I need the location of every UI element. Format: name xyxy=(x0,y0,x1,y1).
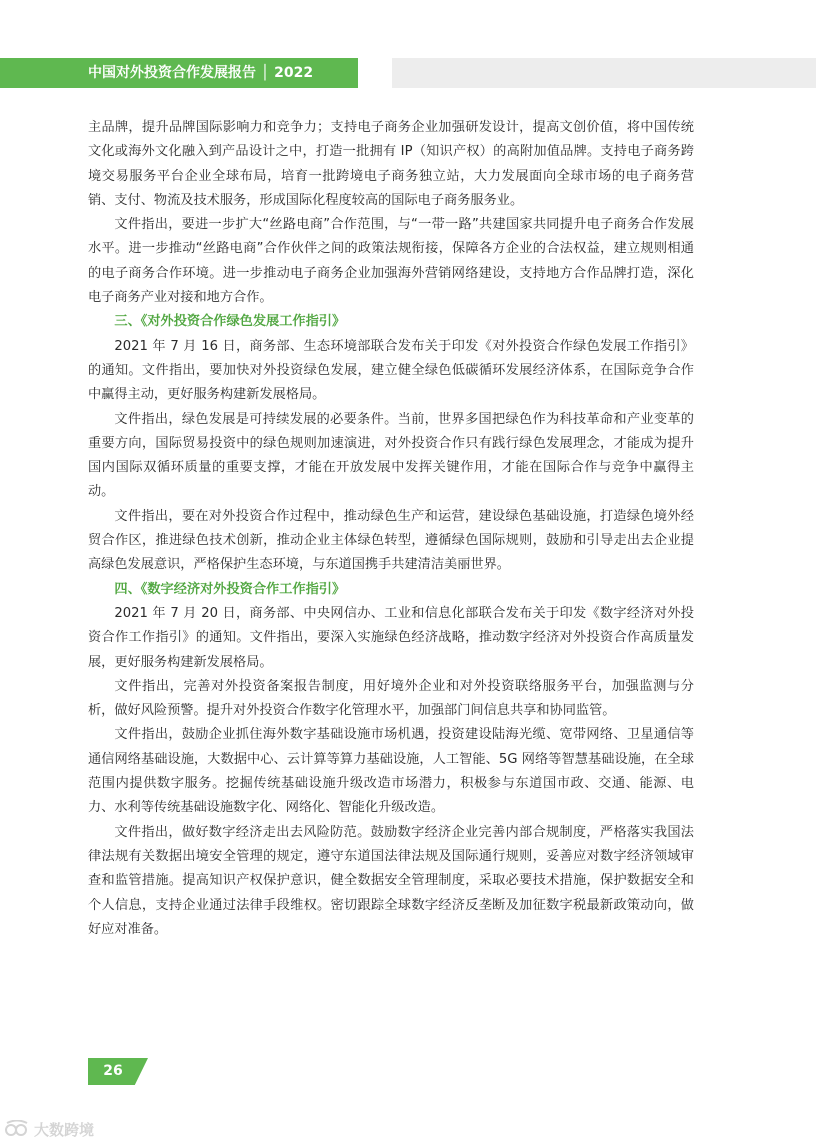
watermark xyxy=(4,1118,94,1140)
watermark-logo-icon xyxy=(4,1120,30,1138)
paragraph: 文件指出，要在对外投资合作过程中，推动绿色生产和运营，建设绿色基础设施，打造绿色境外经贸合作区，推进绿色技术创新，推动企业主体绿色转型，遵循绿色国际规则，鼓励和引导走出去企业提高绿色发展意识，严格保护生态环境，与东道国携手共建清洁美丽世界。 xyxy=(88,508,694,573)
paragraph: 文件指出，完善对外投资备案报告制度，用好境外企业和对外投资联络服务平台，加强监测与分析，做好风险预警。提升对外投资合作数字化管理水平，加强部门间信息共享和协同监管。 xyxy=(88,678,694,719)
watermark-text: 大数跨境 xyxy=(34,1120,95,1139)
section-heading: 四、《数字经济对外投资合作工作指引》 xyxy=(114,581,346,597)
paragraph: 文件指出，做好数字经济走出去风险防范。鼓励数字经济企业完善内部合规制度，严格落实我国法律法规有关数据出境安全管理的规定，遵守东道国法律法规及国际通行规则，妥善应对数字经济领域审查和监管措施。提高知识产权保护意识，健全数据安全管理制度，采取必要技术措施，保护数据安全和个人信息，支持企业通过法律手段维权。密切跟踪全球数字经济反垄断及加征数字税最新政策动向，做好应对准备。 xyxy=(88,824,694,937)
paragraph: 2021 年 7 月 16 日，商务部、生态环境部联合发布关于印发《对外投资合作绿色发展工作指引》的通知。文件指出，要加快对外投资绿色发展，建立健全绿色低碳循环发展经济体系，在国际竞争合作中赢得主动，更好服务构建新发展格局。 xyxy=(88,338,694,403)
paragraph: 文件指出，绿色发展是可持续发展的必要条件。当前，世界多国把绿色作为科技革命和产业变革的重要方向，国际贸易投资中的绿色规则加速演进，对外投资合作只有践行绿色发展理念，才能成为提升国内国际双循环质量的重要支撑，才能在开放发展中发挥关键作用，才能在国际合作与竞争中赢得主动。 xyxy=(88,411,694,500)
paragraph: 2021 年 7 月 20 日，商务部、中央网信办、工业和信息化部联合发布关于印发《数字经济对外投资合作工作指引》的通知。文件指出，要深入实施绿色经济战略，推动数字经济对外投资合作高质量发展，更好服务构建新发展格局。 xyxy=(88,605,694,670)
paragraph: 主品牌，提升品牌国际影响力和竞争力；支持电子商务企业加强研发设计，提高文创价值，将中国传统文化或海外文化融入到产品设计之中，打造一批拥有 IP（知识产权）的高附加值品牌。支持电子商务跨境交易服务平台企业全球布局，培育一批跨境电子商务独立站，大力发展面向全球市场的电子商务营销、支付、物流及技术服务，形成国际化程度较高的国际电子商务服务业。 xyxy=(88,120,694,208)
header-gray-bar xyxy=(392,58,816,88)
paragraph: 文件指出，鼓励企业抓住海外数字基础设施市场机遇，投资建设陆海光缆、宽带网络、卫星通信等通信网络基础设施，大数据中心、云计算等算力基础设施，人工智能、5G 网络等智慧基础设施，在全球范围内提供数字服务。挖掘传统基础设施升级改造市场潜力，积极参与东道国市政、交通、能源、电力、水利等传统基础设施数字化、网络化、智能化升级改造。 xyxy=(88,727,694,816)
page-number: 26 xyxy=(103,1063,123,1079)
report-title: 中国对外投资合作发展报告 │ 2022 xyxy=(88,65,314,81)
section-heading: 三、《对外投资合作绿色发展工作指引》 xyxy=(114,314,346,330)
paragraph: 文件指出，要进一步扩大“丝路电商”合作范围，与“一带一路”共建国家共同提升电子商务合作发展水平。进一步推动“丝路电商”合作伙伴之间的政策法规衔接，保障各方企业的合法权益，建立规则相通的电子商务合作环境。进一步推动电子商务企业加强海外营销网络建设，支持地方合作品牌打造，深化电子商务产业对接和地方合作。 xyxy=(88,217,694,306)
document-body xyxy=(88,116,694,942)
